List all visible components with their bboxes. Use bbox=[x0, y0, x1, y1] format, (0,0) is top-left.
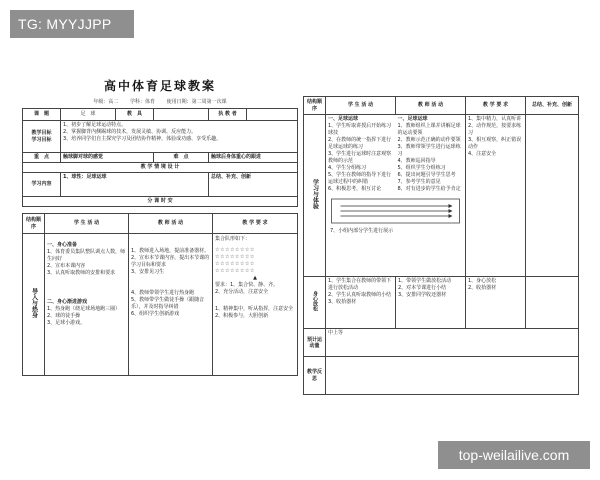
col-student: 学 生 活 动 bbox=[45, 214, 129, 234]
student-formation-row: ☆☆☆☆☆☆☆☆ bbox=[215, 268, 255, 274]
student-item: 5、学生在教师的指导下进行运球过程中的纠错 bbox=[328, 172, 392, 185]
stage-label: 导入与热身 bbox=[23, 234, 45, 376]
relax-student-item: 3、收拾器材 bbox=[328, 299, 357, 305]
subject-info: 学科：体育 bbox=[129, 99, 155, 105]
requirements-cell bbox=[213, 234, 298, 376]
teacher-item: 6、提出问题引导学生思考 bbox=[397, 172, 456, 178]
relax-requirement-item: 2、收拾器材 bbox=[468, 285, 497, 291]
lesson-plan-page-right bbox=[303, 96, 579, 406]
section-title: 一、足球运球 bbox=[397, 116, 428, 122]
teacher-label: 执 教 者 bbox=[209, 109, 247, 121]
grade-info: 年级：高二 bbox=[93, 99, 119, 105]
col-requirements: 教 学 要 求 bbox=[466, 97, 526, 115]
teacher-item: 8、对有进步的学生给予肯定 bbox=[397, 186, 461, 192]
student-formation-row: ☆☆☆☆☆☆☆☆ bbox=[215, 254, 255, 260]
relax-teacher-item: 2、对本节课进行小结 bbox=[398, 285, 447, 291]
field-diagram-icon bbox=[330, 198, 461, 224]
requirement-item: 1、精神集中，听从指挥，注意安全 bbox=[215, 306, 294, 312]
col-requirements: 教 学 要 求 bbox=[213, 214, 298, 234]
reflect-label: 总结、补充、创新 bbox=[209, 173, 298, 197]
key-point-label: 重 点 bbox=[23, 153, 61, 163]
relax-label: 身心放松 bbox=[304, 277, 326, 329]
stage-label: 学习与体验 bbox=[304, 115, 326, 277]
content-text: 1、球性：足球运球 bbox=[61, 173, 209, 197]
watermark-url: top-weilailive.com bbox=[438, 441, 590, 469]
student-item: 1、学生听取讲授后开始练习球技 bbox=[328, 123, 392, 136]
col-structure: 结构顺序 bbox=[304, 97, 326, 115]
design-header: 教 学 情 境 设 计 bbox=[23, 163, 298, 173]
time-header: 分 课 时 安 bbox=[23, 197, 298, 207]
relax-teacher bbox=[396, 277, 466, 329]
student-activities bbox=[326, 115, 396, 194]
reflect-cell bbox=[526, 115, 579, 277]
student-activities bbox=[45, 234, 129, 376]
requirements-cell bbox=[466, 115, 526, 277]
page-title: 高中体育足球教案 bbox=[103, 79, 216, 93]
topic-label: 课 题 bbox=[23, 109, 61, 121]
diagram-caption: 7、小组内部分学生进行展示 bbox=[330, 228, 394, 234]
equipment-value bbox=[154, 109, 209, 121]
requirement-item: 2、动作规范，按要求练习 bbox=[468, 123, 522, 136]
teacher-item: 2、宣布本节课内容，提出本节课的学习目标和要求 bbox=[131, 255, 210, 268]
forecast-label: 预计运动量 bbox=[304, 329, 326, 357]
student-item: 2、球的徒手操 bbox=[47, 313, 81, 319]
student-item: 3、足球小游戏。 bbox=[47, 320, 86, 326]
teacher-item: 3、安排见习生 bbox=[131, 269, 165, 275]
student-formation-row: ☆☆☆☆☆☆☆☆ bbox=[215, 261, 255, 267]
dribble-diagram bbox=[326, 198, 465, 235]
teacher-activities bbox=[396, 115, 466, 194]
relax-teacher-item: 3、安排同学收还器材 bbox=[398, 292, 447, 298]
col-structure: 结构顺序 bbox=[23, 214, 45, 234]
col-teacher: 教 师 活 动 bbox=[396, 97, 466, 115]
col-reflect: 总结、补充、创新 bbox=[526, 97, 579, 115]
relax-student bbox=[326, 277, 396, 329]
lesson-subinfo bbox=[22, 98, 298, 105]
relax-student-item: 1、学生集合在教师的带领下进行放松活动 bbox=[328, 278, 392, 291]
student-item: 3、认真听取教师的安排和要求 bbox=[47, 270, 116, 276]
topic-value: 足 球 bbox=[61, 109, 116, 121]
requirement-item: 1、集中精力，认真听讲 bbox=[468, 116, 522, 122]
col-student: 学 生 活 动 bbox=[326, 97, 396, 115]
lesson-plan-page-left bbox=[22, 55, 298, 410]
difficulty-text: 触球后身体重心的跟进 bbox=[209, 153, 298, 163]
teacher-item: 7、参考学生的意见 bbox=[397, 179, 441, 185]
requirement-item: 3、相互观察，纠正错误动作 bbox=[468, 137, 522, 150]
teacher-value bbox=[247, 109, 298, 121]
section-title: 一、足球运球 bbox=[328, 116, 359, 122]
lesson-header-table bbox=[22, 108, 298, 207]
objective-item: 1、初步了解足球运动特点。 bbox=[63, 122, 127, 128]
teacher-item: 6、组织学生创新游戏 bbox=[131, 311, 180, 317]
right-activity-table bbox=[303, 96, 579, 395]
student-item: 1、热身跑（绕足球场地跑三圈） bbox=[47, 306, 121, 312]
teacher-item: 3、教师带领学生进行运球练习 bbox=[397, 144, 461, 157]
relax-student-item: 2、学生认真听取教师的小结 bbox=[328, 292, 392, 298]
teacher-item: 5、组织学生分组练习 bbox=[397, 165, 446, 171]
student-item: 6、积极思考，相互讨论 bbox=[328, 186, 382, 192]
key-point-text: 触球脚对球的感觉 bbox=[61, 153, 154, 163]
activity-columns bbox=[326, 115, 466, 277]
teacher-position-icon: ▲ bbox=[253, 275, 257, 281]
requirement-item: 2、积极参与，大胆创新 bbox=[215, 313, 269, 319]
teacher-item: 4、教师带领学生进行热身跑 bbox=[131, 290, 195, 296]
teacher-item: 1、教师组织上课并讲解足球的运动要领 bbox=[397, 123, 461, 136]
student-item: 2、在教师的统一指挥下进行足球运球的练习 bbox=[328, 137, 392, 150]
relax-teacher-item: 1、带领学生做放松活动 bbox=[398, 278, 452, 284]
student-formation-row: ☆☆☆☆☆☆☆☆ bbox=[215, 247, 255, 253]
student-item: 4、学生分组练习 bbox=[328, 165, 367, 171]
formation-header: 集合队形如下： bbox=[215, 236, 251, 242]
objective-item: 3、培养同学们自主探究学习及团结协作精神，体验成功感、享受乐趣。 bbox=[63, 136, 222, 142]
objectives-list bbox=[61, 121, 298, 153]
watermark-tag: TG: MYYJJPP bbox=[10, 10, 134, 38]
requirement-item: 2、充分活动，注意安全 bbox=[215, 289, 269, 295]
teacher-item: 1、教师进入场地，提前准备器材。 bbox=[131, 248, 210, 254]
forecast-value: 中上等 bbox=[326, 329, 579, 357]
reflection-label: 教学反思 bbox=[304, 357, 326, 395]
teacher-item: 5、教师带学生做徒手操（跟随音乐），并及时指导纠错 bbox=[131, 297, 205, 310]
relax-requirements bbox=[466, 277, 526, 329]
section-title: 一、身心准备 bbox=[47, 242, 78, 248]
objectives-label: 教学目标 学习目标 bbox=[23, 121, 61, 153]
requirement-item: 4、注意安全 bbox=[468, 151, 497, 157]
section-title: 二、身心渐进游戏 bbox=[47, 299, 88, 305]
activity-table bbox=[22, 213, 298, 376]
student-item: 1、体育委员集队整队调点人数，师生问好 bbox=[47, 249, 126, 262]
date-info: 使用日期：第二周第一次课 bbox=[166, 99, 227, 105]
objective-item: 2、掌握脚背内侧踢球的技术，发展灵敏、协调、反应能力。 bbox=[63, 129, 197, 135]
relax-requirement-item: 1、身心放松 bbox=[468, 278, 497, 284]
equipment-label: 教 具 bbox=[116, 109, 154, 121]
teacher-item: 4、教师巡回指导 bbox=[397, 158, 436, 164]
difficulty-label: 难 点 bbox=[154, 153, 209, 163]
student-item: 2、宣布本课内容 bbox=[47, 263, 86, 269]
reflection-value bbox=[326, 357, 579, 395]
teacher-item: 2、教师示范正确的动作要领 bbox=[397, 137, 461, 143]
student-item: 3、学生进行运球时注意观察教师的示范 bbox=[328, 151, 392, 164]
requirement-item: 要求：1、集合快、静、齐。 bbox=[215, 282, 279, 288]
teacher-activities bbox=[129, 234, 213, 376]
col-teacher: 教 师 活 动 bbox=[129, 214, 213, 234]
content-label: 学习内容 bbox=[23, 173, 61, 197]
